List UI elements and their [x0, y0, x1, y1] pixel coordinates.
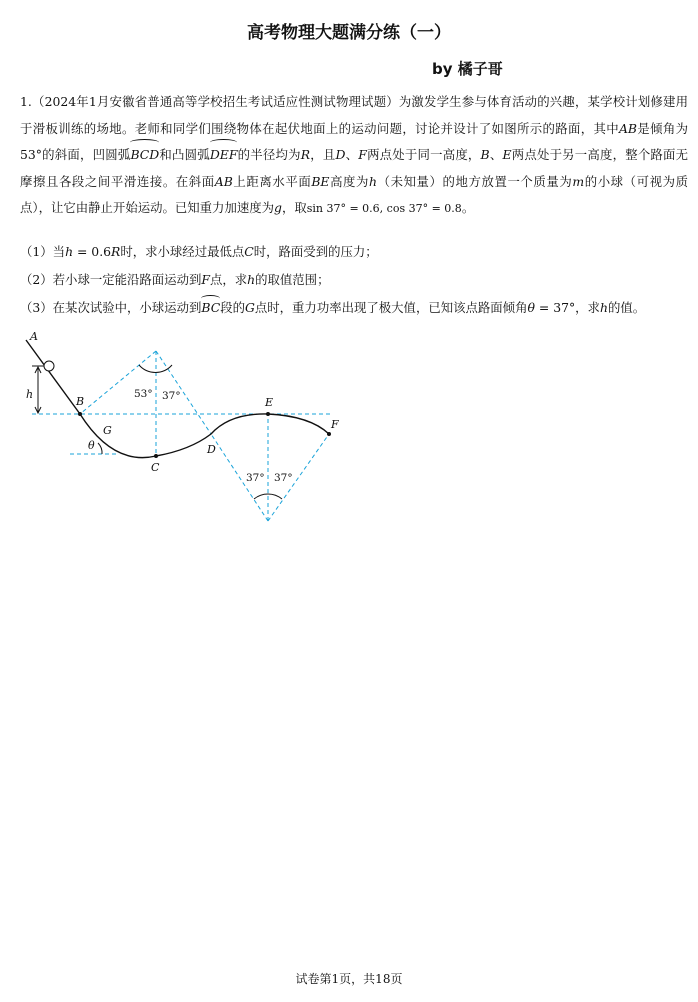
- trig-values: sin 37° = 0.6, cos 37° = 0.8: [306, 202, 462, 215]
- text-fragment: = 37°: [534, 300, 576, 315]
- label-C: C: [151, 461, 160, 474]
- label-angle-53: 53°: [134, 388, 153, 400]
- page-footer: 试卷第1页，共18页: [295, 972, 403, 986]
- var-h: h: [65, 244, 74, 259]
- text-fragment: = 0.6: [73, 244, 112, 259]
- label-theta: θ: [88, 439, 95, 452]
- text-fragment: 、: [489, 147, 503, 162]
- var-B: B: [480, 147, 490, 162]
- text-fragment: （3）在某次试验中，小球运动到: [20, 300, 202, 315]
- var-G: G: [244, 300, 255, 315]
- label-F: F: [331, 418, 339, 431]
- point-B: [78, 412, 82, 416]
- text-fragment: 和凸圆弧: [159, 147, 210, 162]
- text-fragment: 点时，重力功率出现了极大值，已知该点路面倾角: [254, 300, 528, 315]
- text-fragment: 段的: [220, 300, 245, 315]
- arc-BC: BC: [201, 298, 220, 318]
- var-D: D: [335, 147, 346, 162]
- ball: [44, 361, 54, 371]
- problem-statement: [20, 89, 688, 223]
- text-fragment: 时，路面受到的压力；: [253, 244, 378, 259]
- text-fragment: ，且: [310, 147, 336, 162]
- text-fragment: 1.（2024年1月安徽省普通高等学校招生考试适应性测试物理试题）为激发学生参与体育活动的兴趣，某学校计划修建用于滑板训练的场地。老师和同学们围绕物体在起伏地面上的运动问题，讨论并设计了如图所示的路面，其中: [20, 94, 688, 136]
- point-F: [327, 432, 331, 436]
- radius-line-1: [80, 351, 156, 414]
- text-fragment: 。: [461, 200, 475, 215]
- page-title: 高考物理大题满分练（一）: [247, 23, 451, 43]
- question-2: [20, 270, 688, 290]
- arc-BCD: BCD: [130, 142, 159, 169]
- text-fragment: （2）若小球一定能沿路面运动到: [20, 272, 202, 287]
- text-fragment: （1）当: [20, 244, 66, 259]
- var-F: F: [201, 272, 210, 287]
- text-fragment: ，取: [281, 200, 307, 215]
- label-B: B: [76, 395, 85, 408]
- text-fragment: 的小球（可视为质点），让它由静止开始运动。已知重力加速度为: [20, 173, 688, 215]
- var-h: h: [369, 173, 378, 189]
- text-fragment: 的值。: [607, 300, 646, 315]
- label-angle-37-left: 37°: [246, 472, 265, 484]
- label-h: h: [26, 388, 34, 401]
- text-fragment: ，求: [575, 300, 600, 315]
- label-D: D: [207, 443, 216, 456]
- text-fragment: 的半径均为: [237, 147, 301, 162]
- question-1: [20, 242, 688, 262]
- var-E: E: [502, 147, 512, 162]
- var-F: F: [358, 147, 367, 162]
- point-labels: [26, 330, 339, 474]
- label-angle-37-right: 37°: [274, 472, 293, 484]
- label-E: E: [265, 396, 274, 409]
- text-fragment: 时，求小球经过最低点: [120, 244, 245, 259]
- point-C: [154, 454, 158, 458]
- text-fragment: 上距离水平面: [232, 173, 312, 189]
- var-AB: AB: [214, 173, 233, 189]
- var-R: R: [111, 244, 121, 259]
- height-marker: [32, 366, 44, 413]
- var-R: R: [300, 147, 311, 162]
- var-BE: BE: [311, 173, 330, 189]
- var-h: h: [247, 272, 256, 287]
- text-fragment: （未知量）的地方放置一个质量为: [377, 173, 573, 189]
- var-h: h: [599, 300, 608, 315]
- arc-DEF: DEF: [210, 142, 238, 169]
- text-fragment: 点，求: [209, 272, 248, 287]
- author-byline: by 橘子哥: [432, 60, 503, 78]
- text-fragment: 、: [345, 147, 359, 162]
- var-theta: θ: [527, 300, 535, 315]
- text-fragment: 高度为: [329, 173, 370, 189]
- angle-arc-theta: [98, 443, 102, 454]
- text-fragment: 的取值范围；: [255, 272, 330, 287]
- var-C: C: [244, 244, 254, 259]
- text-fragment: 是倾角为53°的斜面，凹圆弧: [20, 120, 689, 162]
- label-A: A: [30, 330, 38, 343]
- var-m: m: [572, 173, 585, 189]
- var-g: g: [274, 200, 282, 215]
- track-diagram: [18, 326, 348, 526]
- text-fragment: 两点处于另一高度，整个路面无摩擦且各段之间平滑连接。在斜面: [20, 147, 689, 189]
- text-fragment: 两点处于同一高度，: [366, 147, 481, 162]
- label-angle-37-top: 37°: [162, 390, 181, 402]
- question-3: [20, 298, 688, 318]
- label-G: G: [103, 424, 112, 437]
- var-AB: AB: [618, 120, 638, 136]
- point-E: [266, 412, 270, 416]
- construction-lines: [32, 351, 330, 521]
